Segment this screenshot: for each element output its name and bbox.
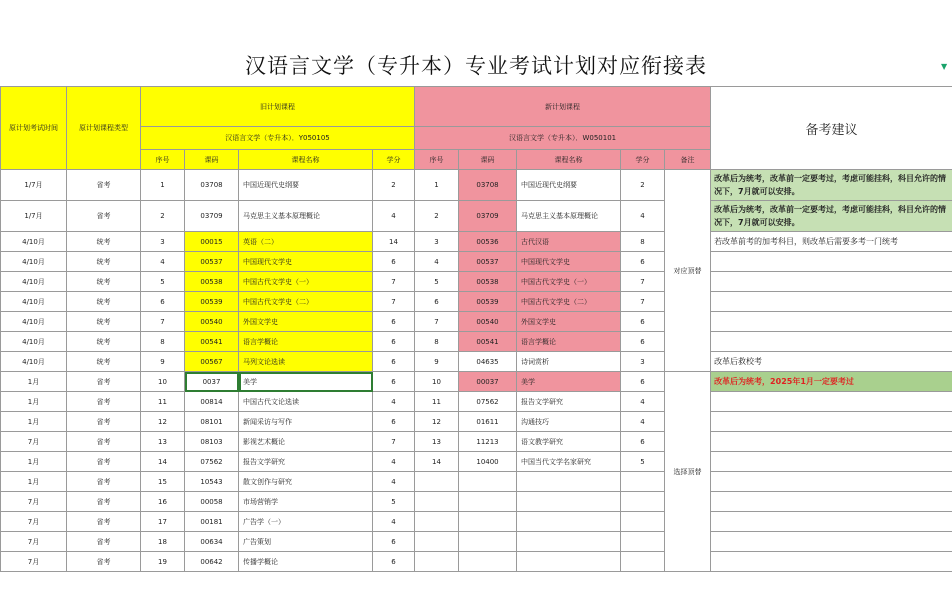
table-row <box>1 352 952 372</box>
old-name-cell: 中国现代文学史 <box>239 252 373 272</box>
old-credit-cell: 4 <box>373 472 415 492</box>
old-credit-cell: 6 <box>373 552 415 572</box>
remark-match-cell: 对应顶替 <box>665 170 711 372</box>
new-name-cell: 语言学概论 <box>517 332 621 352</box>
new-credit-cell: 4 <box>621 392 665 412</box>
advice-header: 备考建议 <box>711 87 952 170</box>
exam-time-cell: 7月 <box>1 492 67 512</box>
course-type-cell: 省考 <box>67 552 141 572</box>
advice-cell <box>711 272 952 292</box>
new-name-cell <box>517 552 621 572</box>
col-header-note: 备注 <box>665 150 711 170</box>
new-seq-cell <box>415 532 459 552</box>
new-credit-cell: 6 <box>621 252 665 272</box>
old-seq-cell: 1 <box>141 170 185 201</box>
col-header-new-name: 课程名称 <box>517 150 621 170</box>
advice-cell <box>711 392 952 412</box>
table-row <box>1 252 952 272</box>
old-name-cell: 影视艺术概论 <box>239 432 373 452</box>
new-seq-cell <box>415 472 459 492</box>
table-row <box>1 332 952 352</box>
old-name-cell: 中国古代文学史（一） <box>239 272 373 292</box>
old-code-cell: 00814 <box>185 392 239 412</box>
course-type-cell: 统考 <box>67 232 141 252</box>
table-row <box>1 170 952 201</box>
new-credit-cell: 4 <box>621 412 665 432</box>
page-title: 汉语言文学（专升本）专业考试计划对应衔接表 <box>245 54 707 78</box>
exam-time-cell: 4/10月 <box>1 292 67 312</box>
course-type-cell: 省考 <box>67 532 141 552</box>
old-seq-cell: 8 <box>141 332 185 352</box>
old-code-cell: 07562 <box>185 452 239 472</box>
new-name-cell: 语文教学研究 <box>517 432 621 452</box>
old-name-cell: 外国文学史 <box>239 312 373 332</box>
old-name-cell: 中国古代文学史（二） <box>239 292 373 312</box>
new-credit-cell: 8 <box>621 232 665 252</box>
col-header-orig-time: 原计划考试时间 <box>1 87 67 170</box>
plan-table <box>0 86 952 572</box>
old-seq-cell: 2 <box>141 201 185 232</box>
old-name-cell: 广告学（一） <box>239 512 373 532</box>
table-row <box>1 512 952 532</box>
old-seq-cell: 16 <box>141 492 185 512</box>
old-name-cell: 英语（二） <box>239 232 373 252</box>
new-name-cell <box>517 512 621 532</box>
advice-cell: 若改革前考的加考科目，则改革后需要多考一门统考 <box>711 232 952 252</box>
old-credit-cell: 5 <box>373 492 415 512</box>
table-row <box>1 412 952 432</box>
new-name-cell <box>517 532 621 552</box>
old-code-cell: 00634 <box>185 532 239 552</box>
new-seq-cell: 14 <box>415 452 459 472</box>
course-type-cell: 省考 <box>67 201 141 232</box>
course-type-cell: 统考 <box>67 252 141 272</box>
course-type-cell: 省考 <box>67 170 141 201</box>
new-name-cell <box>517 492 621 512</box>
advice-cell <box>711 492 952 512</box>
old-credit-cell: 4 <box>373 512 415 532</box>
new-name-cell: 马克思主义基本原理概论 <box>517 201 621 232</box>
col-header-code: 课码 <box>185 150 239 170</box>
new-code-cell: 00538 <box>459 272 517 292</box>
new-name-cell: 诗词赏析 <box>517 352 621 372</box>
old-credit-cell: 6 <box>373 252 415 272</box>
old-seq-cell: 19 <box>141 552 185 572</box>
exam-time-cell: 1月 <box>1 412 67 432</box>
old-seq-cell: 13 <box>141 432 185 452</box>
new-credit-cell <box>621 552 665 572</box>
new-seq-cell: 5 <box>415 272 459 292</box>
new-major-header: 汉语言文学（专升本）．W050101 <box>415 127 711 150</box>
col-header-seq: 序号 <box>141 150 185 170</box>
advice-cell <box>711 312 952 332</box>
exam-time-cell: 4/10月 <box>1 352 67 372</box>
advice-cell <box>711 412 952 432</box>
new-credit-cell: 6 <box>621 312 665 332</box>
old-code-cell: 03709 <box>185 201 239 232</box>
old-code-cell: 00642 <box>185 552 239 572</box>
exam-time-cell: 1月 <box>1 452 67 472</box>
advice-cell <box>711 472 952 492</box>
old-name-cell: 中国近现代史纲要 <box>239 170 373 201</box>
new-seq-cell: 7 <box>415 312 459 332</box>
new-seq-cell: 13 <box>415 432 459 452</box>
old-plan-header: 旧计划课程 <box>141 87 415 127</box>
old-credit-cell: 4 <box>373 452 415 472</box>
new-credit-cell: 4 <box>621 201 665 232</box>
new-credit-cell: 6 <box>621 432 665 452</box>
old-code-cell: 00537 <box>185 252 239 272</box>
table-row <box>1 432 952 452</box>
exam-time-cell: 7月 <box>1 432 67 452</box>
old-code-cell: 08101 <box>185 412 239 432</box>
new-name-cell: 外国文学史 <box>517 312 621 332</box>
table-row <box>1 392 952 412</box>
new-name-cell: 古代汉语 <box>517 232 621 252</box>
table-row <box>1 272 952 292</box>
advice-cell <box>711 332 952 352</box>
new-credit-cell: 7 <box>621 292 665 312</box>
new-name-cell: 报告文学研究 <box>517 392 621 412</box>
new-code-cell <box>459 492 517 512</box>
new-code-cell <box>459 472 517 492</box>
old-code-cell: 00058 <box>185 492 239 512</box>
new-name-cell: 中国当代文学名家研究 <box>517 452 621 472</box>
table-row <box>1 372 952 392</box>
col-header-new-code: 课码 <box>459 150 517 170</box>
table-row <box>1 532 952 552</box>
exam-time-cell: 1月 <box>1 472 67 492</box>
old-name-cell: 语言学概论 <box>239 332 373 352</box>
new-seq-cell: 12 <box>415 412 459 432</box>
old-code-cell: 00541 <box>185 332 239 352</box>
new-credit-cell: 5 <box>621 452 665 472</box>
course-type-cell: 省考 <box>67 472 141 492</box>
table-row <box>1 552 952 572</box>
old-seq-cell: 12 <box>141 412 185 432</box>
new-name-cell: 中国近现代史纲要 <box>517 170 621 201</box>
new-seq-cell: 2 <box>415 201 459 232</box>
advice-cell: 改革后为统考，改革前一定要考过，考虑可能挂科，科目允许的情况下，7月就可以安排。 <box>711 201 952 232</box>
course-type-cell: 省考 <box>67 392 141 412</box>
new-code-cell: 11213 <box>459 432 517 452</box>
new-credit-cell: 6 <box>621 372 665 392</box>
exam-time-cell: 1/7月 <box>1 201 67 232</box>
old-seq-cell: 10 <box>141 372 185 392</box>
course-type-cell: 统考 <box>67 312 141 332</box>
table-row <box>1 472 952 492</box>
table-row <box>1 232 952 252</box>
old-seq-cell: 15 <box>141 472 185 492</box>
old-code-cell: 00538 <box>185 272 239 292</box>
new-code-cell: 03709 <box>459 201 517 232</box>
course-type-cell: 省考 <box>67 372 141 392</box>
exam-time-cell: 1月 <box>1 372 67 392</box>
old-credit-cell: 7 <box>373 292 415 312</box>
table-row <box>1 201 952 232</box>
table-row <box>1 292 952 312</box>
table-row <box>1 312 952 332</box>
new-plan-header: 新计划课程 <box>415 87 711 127</box>
exam-time-cell: 7月 <box>1 532 67 552</box>
course-type-cell: 省考 <box>67 432 141 452</box>
col-header-new-credit: 学分 <box>621 150 665 170</box>
old-seq-cell: 5 <box>141 272 185 292</box>
filter-icon[interactable]: ▼ <box>941 62 948 71</box>
old-credit-cell: 7 <box>373 272 415 292</box>
exam-time-cell: 4/10月 <box>1 272 67 292</box>
old-credit-cell: 6 <box>373 532 415 552</box>
new-credit-cell <box>621 472 665 492</box>
new-code-cell: 00037 <box>459 372 517 392</box>
old-seq-cell: 18 <box>141 532 185 552</box>
new-code-cell <box>459 532 517 552</box>
old-code-cell: 03708 <box>185 170 239 201</box>
advice-cell <box>711 512 952 532</box>
old-credit-cell: 4 <box>373 392 415 412</box>
old-code-cell: 00539 <box>185 292 239 312</box>
new-credit-cell <box>621 492 665 512</box>
new-code-cell: 00537 <box>459 252 517 272</box>
old-credit-cell: 14 <box>373 232 415 252</box>
course-type-cell: 省考 <box>67 492 141 512</box>
new-credit-cell: 2 <box>621 170 665 201</box>
old-name-cell: 报告文学研究 <box>239 452 373 472</box>
old-name-cell: 市场营销学 <box>239 492 373 512</box>
old-code-cell: 00540 <box>185 312 239 332</box>
new-seq-cell: 9 <box>415 352 459 372</box>
old-credit-cell: 2 <box>373 170 415 201</box>
col-header-orig-type: 原计划课程类型 <box>67 87 141 170</box>
old-code-cell: 00181 <box>185 512 239 532</box>
new-code-cell: 01611 <box>459 412 517 432</box>
old-name-cell: 马列文论选读 <box>239 352 373 372</box>
new-code-cell: 00540 <box>459 312 517 332</box>
new-credit-cell <box>621 532 665 552</box>
advice-cell <box>711 552 952 572</box>
advice-cell: 改革后为统考，改革前一定要考过，考虑可能挂科，科目允许的情况下，7月就可以安排。 <box>711 170 952 201</box>
exam-time-cell: 4/10月 <box>1 312 67 332</box>
old-credit-cell: 7 <box>373 432 415 452</box>
old-seq-cell: 11 <box>141 392 185 412</box>
new-credit-cell: 7 <box>621 272 665 292</box>
old-credit-cell: 6 <box>373 332 415 352</box>
course-type-cell: 省考 <box>67 452 141 472</box>
col-header-credit: 学分 <box>373 150 415 170</box>
new-code-cell: 07562 <box>459 392 517 412</box>
new-code-cell: 04635 <box>459 352 517 372</box>
old-seq-cell: 7 <box>141 312 185 332</box>
new-seq-cell: 10 <box>415 372 459 392</box>
course-type-cell: 统考 <box>67 352 141 372</box>
exam-time-cell: 7月 <box>1 512 67 532</box>
exam-time-cell: 4/10月 <box>1 252 67 272</box>
remark-select-cell: 选择顶替 <box>665 372 711 572</box>
old-seq-cell: 17 <box>141 512 185 532</box>
new-name-cell: 中国古代文学史（二） <box>517 292 621 312</box>
advice-cell <box>711 532 952 552</box>
course-type-cell: 统考 <box>67 332 141 352</box>
advice-cell: 改革后救校考 <box>711 352 952 372</box>
old-name-cell: 美学 <box>239 372 373 392</box>
col-header-new-seq: 序号 <box>415 150 459 170</box>
new-credit-cell: 3 <box>621 352 665 372</box>
old-name-cell: 新闻采访与写作 <box>239 412 373 432</box>
old-code-cell: 10543 <box>185 472 239 492</box>
old-seq-cell: 6 <box>141 292 185 312</box>
new-seq-cell: 3 <box>415 232 459 252</box>
old-seq-cell: 4 <box>141 252 185 272</box>
old-code-cell: 00567 <box>185 352 239 372</box>
new-code-cell: 00541 <box>459 332 517 352</box>
old-name-cell: 马克思主义基本原理概论 <box>239 201 373 232</box>
exam-time-cell: 1月 <box>1 392 67 412</box>
new-code-cell <box>459 512 517 532</box>
new-code-cell <box>459 552 517 572</box>
old-seq-cell: 3 <box>141 232 185 252</box>
old-code-cell: 0037 <box>185 372 239 392</box>
new-name-cell: 沟通技巧 <box>517 412 621 432</box>
new-code-cell: 03708 <box>459 170 517 201</box>
old-credit-cell: 4 <box>373 201 415 232</box>
course-type-cell: 省考 <box>67 512 141 532</box>
new-credit-cell: 6 <box>621 332 665 352</box>
new-name-cell <box>517 472 621 492</box>
course-type-cell: 统考 <box>67 292 141 312</box>
new-seq-cell: 11 <box>415 392 459 412</box>
advice-cell <box>711 252 952 272</box>
exam-time-cell: 4/10月 <box>1 232 67 252</box>
new-code-cell: 00539 <box>459 292 517 312</box>
new-seq-cell <box>415 512 459 532</box>
old-credit-cell: 6 <box>373 312 415 332</box>
old-credit-cell: 6 <box>373 372 415 392</box>
old-code-cell: 00015 <box>185 232 239 252</box>
old-name-cell: 中国古代文论选读 <box>239 392 373 412</box>
advice-cell <box>711 452 952 472</box>
exam-time-cell: 4/10月 <box>1 332 67 352</box>
table-row <box>1 452 952 472</box>
new-code-cell: 00536 <box>459 232 517 252</box>
course-type-cell: 统考 <box>67 272 141 292</box>
new-seq-cell: 1 <box>415 170 459 201</box>
old-seq-cell: 9 <box>141 352 185 372</box>
old-name-cell: 散文创作与研究 <box>239 472 373 492</box>
col-header-name: 课程名称 <box>239 150 373 170</box>
old-major-header: 汉语言文学（专升本）．Y050105 <box>141 127 415 150</box>
new-seq-cell: 6 <box>415 292 459 312</box>
old-name-cell: 广告策划 <box>239 532 373 552</box>
new-name-cell: 中国古代文学史（一） <box>517 272 621 292</box>
old-credit-cell: 6 <box>373 412 415 432</box>
new-seq-cell: 4 <box>415 252 459 272</box>
table-row <box>1 492 952 512</box>
new-seq-cell: 8 <box>415 332 459 352</box>
advice-cell <box>711 292 952 312</box>
new-name-cell: 美学 <box>517 372 621 392</box>
course-type-cell: 省考 <box>67 412 141 432</box>
advice-cell <box>711 432 952 452</box>
exam-time-cell: 7月 <box>1 552 67 572</box>
new-credit-cell <box>621 512 665 532</box>
old-seq-cell: 14 <box>141 452 185 472</box>
new-code-cell: 10400 <box>459 452 517 472</box>
new-name-cell: 中国现代文学史 <box>517 252 621 272</box>
old-code-cell: 08103 <box>185 432 239 452</box>
old-credit-cell: 6 <box>373 352 415 372</box>
old-name-cell: 传播学概论 <box>239 552 373 572</box>
new-seq-cell <box>415 552 459 572</box>
new-seq-cell <box>415 492 459 512</box>
advice-cell: 改革后为统考，2025年1月一定要考过 <box>711 372 952 392</box>
exam-time-cell: 1/7月 <box>1 170 67 201</box>
